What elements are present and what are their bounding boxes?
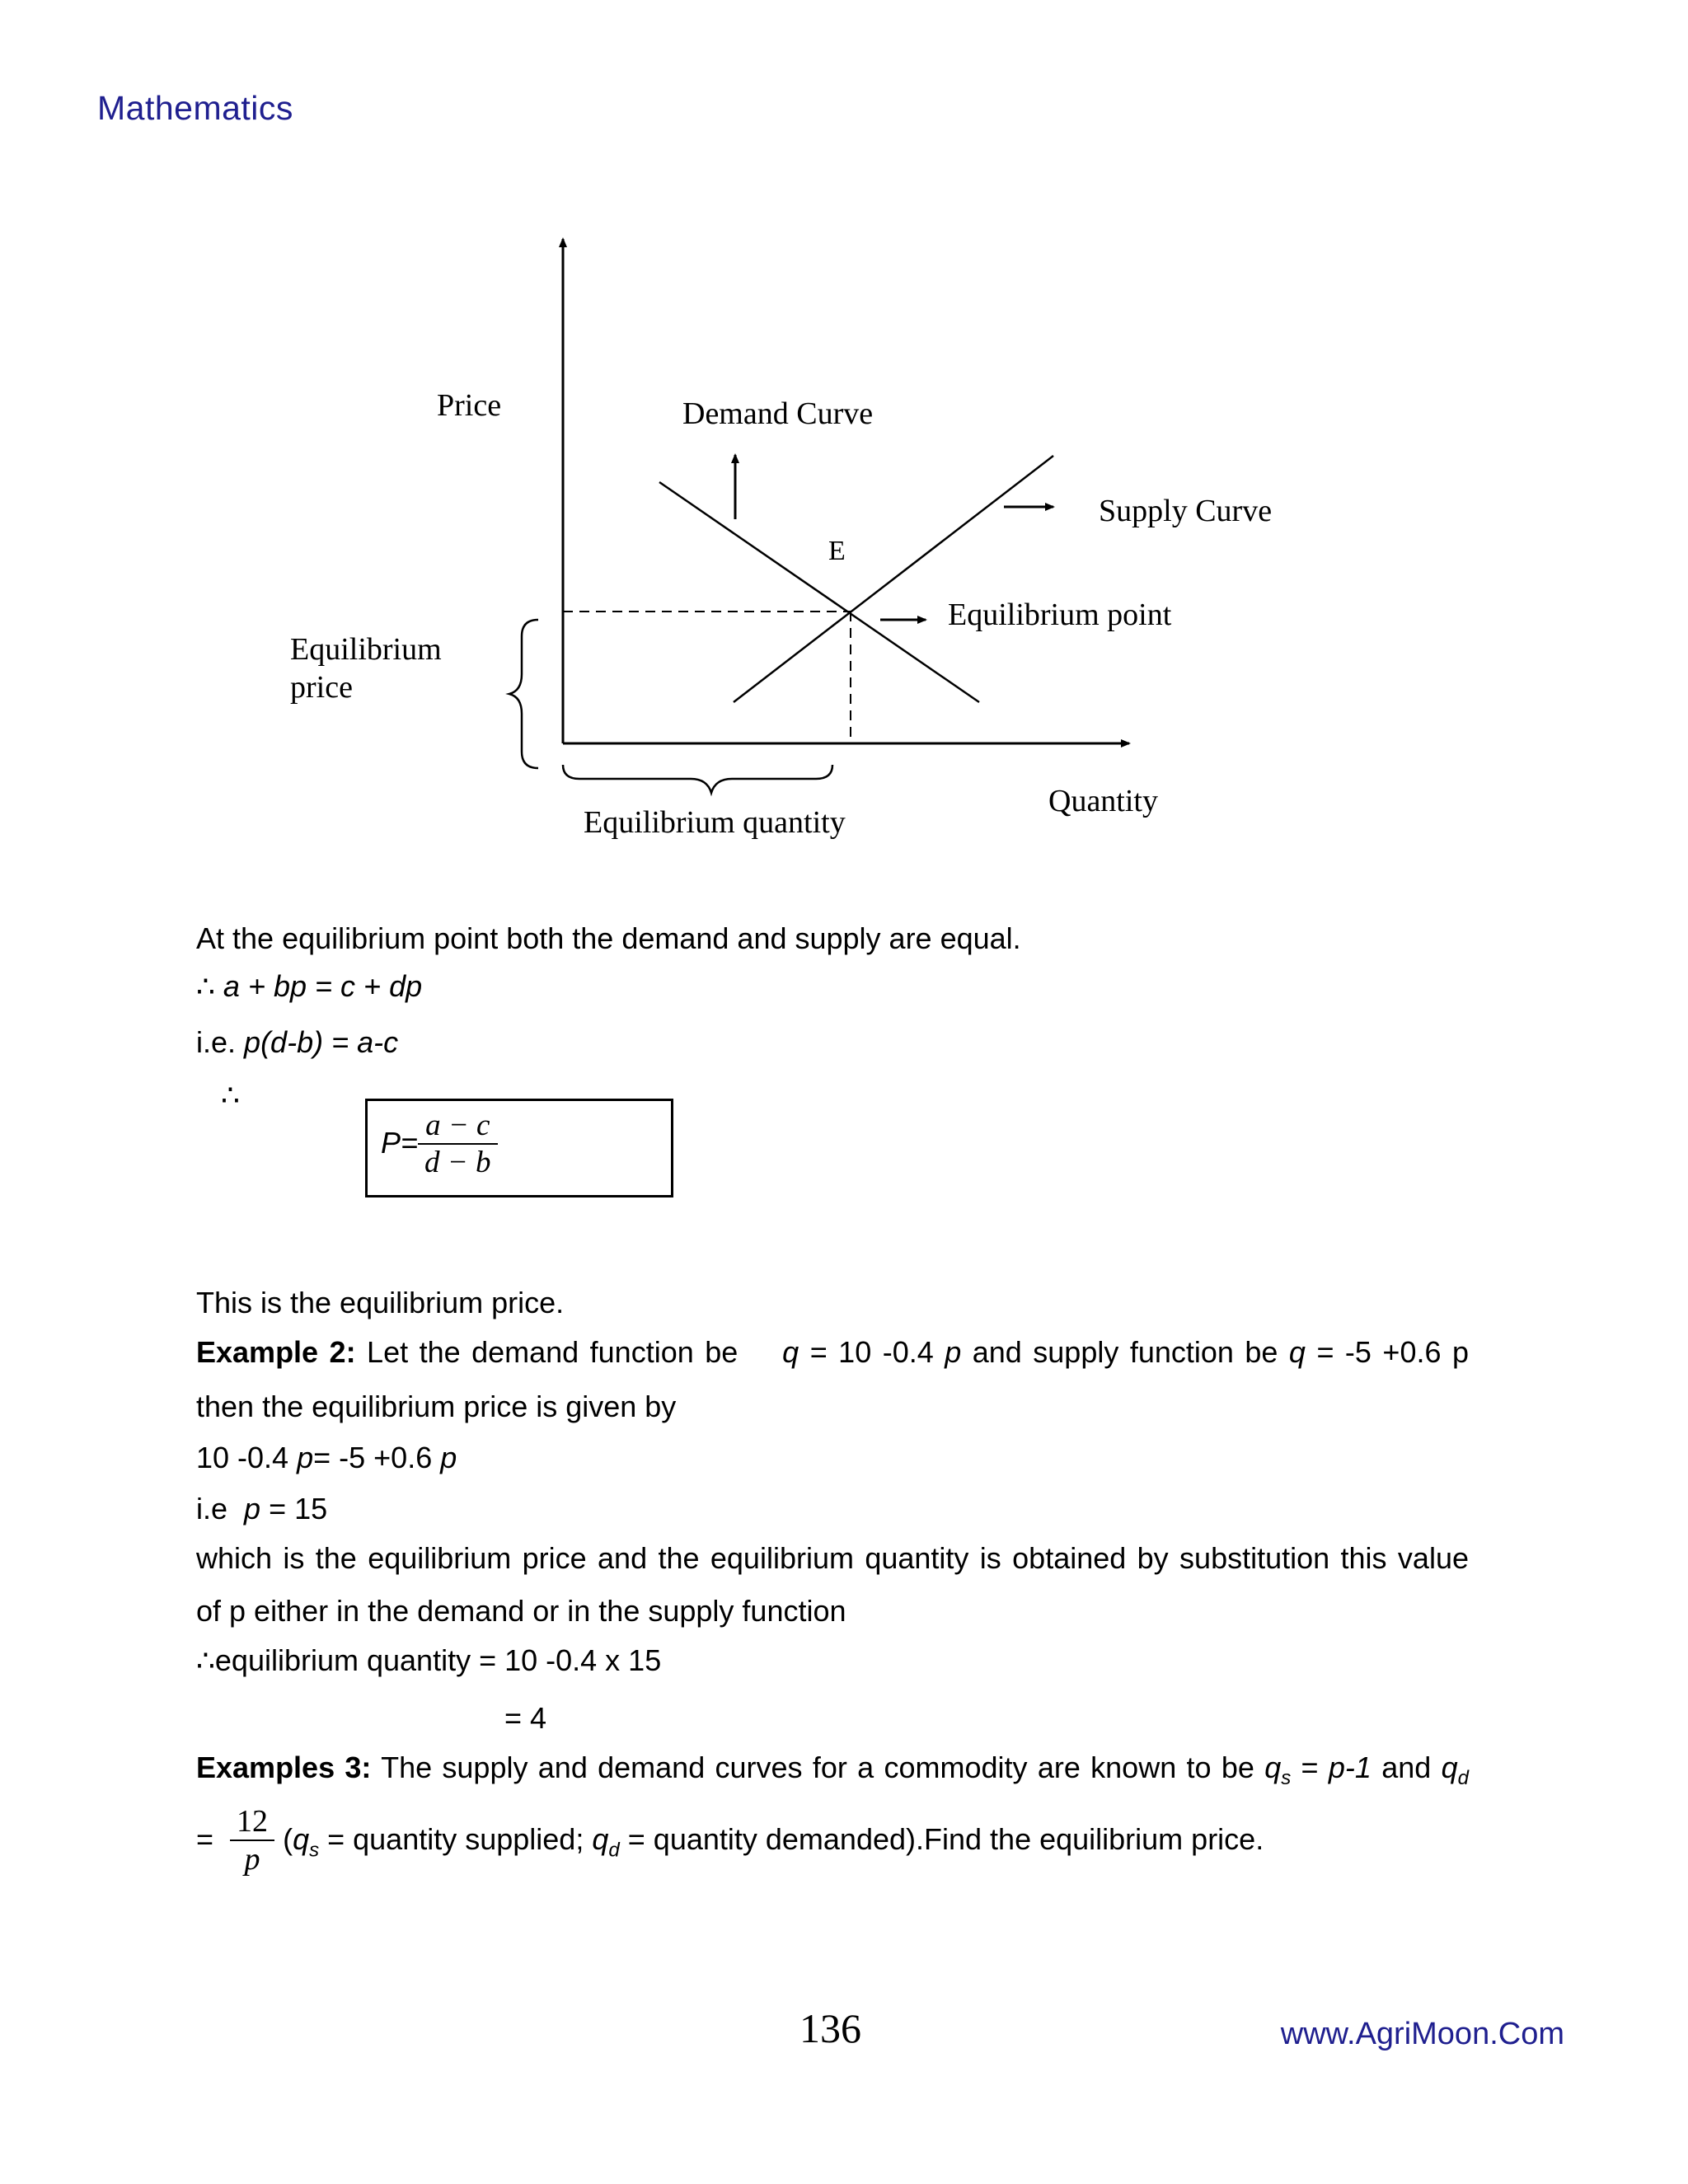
demand-curve-line — [659, 482, 979, 702]
quantity-axis-label: Quantity — [1048, 784, 1158, 818]
price-axis-label: Price — [437, 388, 502, 423]
text-line-7: 10 -0.4 p= -5 +0.6 p — [196, 1441, 457, 1474]
therefore-symbol: ∴ — [196, 969, 215, 1003]
page-header: Mathematics — [97, 89, 293, 127]
page-number: 136 — [799, 2005, 861, 2051]
fraction-numerator: 12 — [230, 1805, 274, 1841]
equilibrium-price-label-1: Equilibrium — [290, 632, 442, 667]
fraction-denominator: p — [244, 1841, 260, 1877]
price-brace — [509, 620, 538, 768]
text-line-9: which is the equilibrium price and the equilibrium quantity is obtained by substitution this value — [196, 1541, 1469, 1575]
text-line-6: then the equilibrium price is given by — [196, 1390, 677, 1423]
equilibrium-price-label-2: price — [290, 670, 353, 705]
text-line-2: ∴ a + bp = c + dp — [196, 969, 423, 1003]
text-line-8: i.e p = 15 — [196, 1492, 328, 1526]
equilibrium-quantity-label: Equilibrium quantity — [584, 805, 846, 840]
equilibrium-diagram — [0, 0, 1688, 907]
supply-curve-line — [734, 456, 1053, 702]
e-point-label: E — [828, 536, 846, 566]
quantity-brace — [563, 765, 832, 793]
example-3-line: Examples 3: The supply and demand curves for a commodity are known to be $q_s = p-1$ and $q_d$ — [196, 1750, 1470, 1790]
example-2-line: Example 2: Let the demand function be q = 10 -0.4 p and supply function be q = -5 +0.6 p — [196, 1335, 1469, 1369]
website-link[interactable]: www.AgriMoon.Com — [1280, 2017, 1564, 2051]
equilibrium-point-label: Equilibrium point — [948, 598, 1172, 632]
text-line-10: of p either in the demand or in the supply function — [196, 1594, 846, 1628]
text-line-4: This is the equilibrium price. — [196, 1286, 565, 1319]
therefore-symbol-2: ∴ — [221, 1078, 240, 1112]
text-line-12: = 4 — [504, 1701, 547, 1735]
demand-curve-label: Demand Curve — [682, 396, 874, 431]
text-line-1: At the equilibrium point both the demand and supply are equal. — [196, 921, 1021, 955]
text-line-3: i.e. p(d-b) = a-c — [196, 1025, 399, 1059]
text-line-11: ∴equilibrium quantity = 10 -0.4 x 15 — [196, 1643, 662, 1677]
formula: P= $\frac{a - c}{d - b}$ — [381, 1109, 498, 1181]
text-line-14: = $\frac{12}{p}$ ($q_s$ = quantity supplied; $q_d$ = quantity demanded).Find the equilibrium price. — [196, 1805, 1264, 1878]
supply-curve-label: Supply Curve — [1099, 494, 1273, 528]
